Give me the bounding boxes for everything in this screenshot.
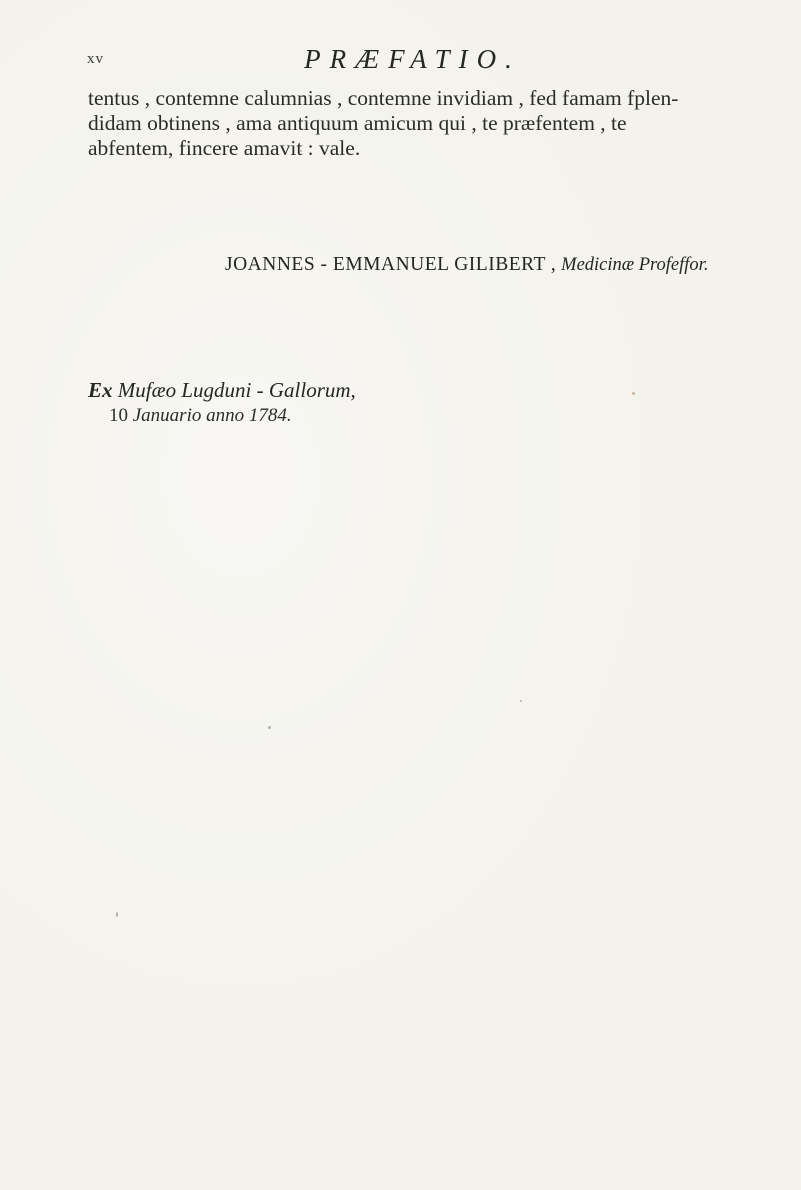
page-number: xv	[87, 51, 104, 67]
author-title: Medicinæ Profeffor.	[561, 255, 709, 275]
paper-speck	[116, 912, 118, 917]
paper-speck	[520, 700, 522, 702]
place-line	[88, 378, 356, 403]
place-name: Mufæo Lugduni - Gallorum,	[117, 378, 356, 402]
running-title: PRÆFATIO.	[304, 44, 521, 74]
paper-speck	[268, 726, 271, 729]
author-name: JOANNES - EMMANUEL GILIBERT ,	[225, 254, 557, 275]
text-line: abfentem, fincere amavit : vale.	[88, 136, 361, 160]
text-line: tentus , contemne calumnias , contemne invidiam , fed famam fplen-	[88, 86, 679, 110]
place-ex: Ex	[88, 378, 113, 402]
date-year: anno 1784.	[206, 405, 292, 426]
paper-speck	[632, 392, 635, 395]
date-month: Januario	[132, 405, 202, 426]
paper-speck	[300, 150, 302, 152]
date-line	[109, 405, 292, 427]
body-paragraph	[88, 86, 800, 161]
text-line: didam obtinens , ama antiquum amicum qui , te præfentem , te	[88, 111, 627, 135]
author-signature	[225, 254, 708, 276]
date-day: 10	[109, 405, 128, 426]
